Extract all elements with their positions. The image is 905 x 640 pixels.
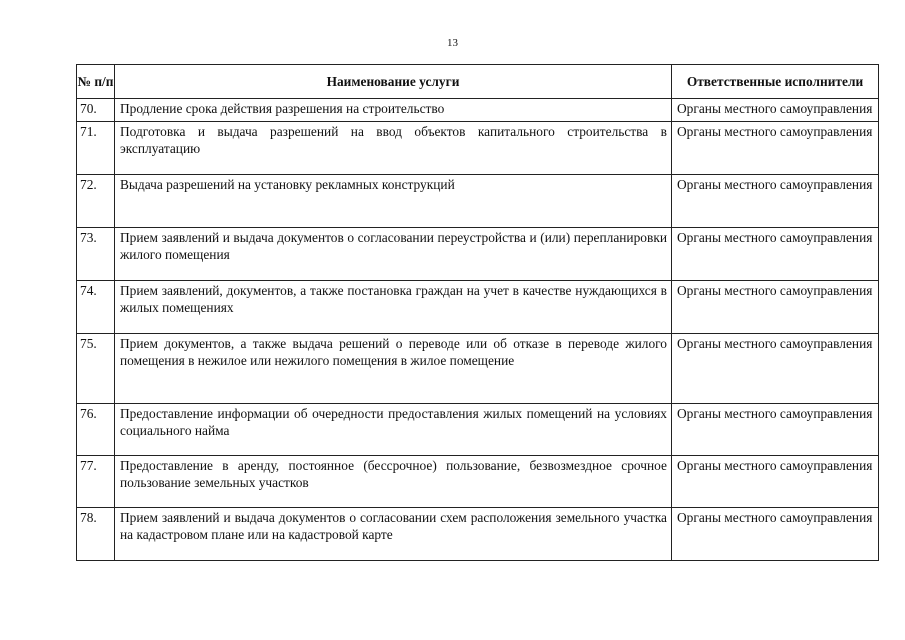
- service-name: Продление срока действия разрешения на строительство: [115, 99, 672, 122]
- service-name: Подготовка и выдача разрешений на ввод объектов капитального строительства в эксплуатацию: [115, 122, 672, 175]
- table-row: [77, 122, 879, 175]
- responsible-executor: Органы местного самоуправления: [672, 508, 879, 561]
- row-number: 76.: [77, 404, 115, 456]
- table-row: [77, 334, 879, 404]
- responsible-executor: Органы местного самоуправления: [672, 175, 879, 228]
- service-name: Выдача разрешений на установку рекламных конструкций: [115, 175, 672, 228]
- row-number: 75.: [77, 334, 115, 404]
- header-number: № п/п: [77, 65, 115, 99]
- table-row: [77, 281, 879, 334]
- responsible-executor: Органы местного самоуправления: [672, 99, 879, 122]
- row-number: 74.: [77, 281, 115, 334]
- header-service-name: Наименование услуги: [115, 65, 672, 99]
- table-row: [77, 175, 879, 228]
- row-number: 78.: [77, 508, 115, 561]
- table-row: [77, 404, 879, 456]
- table-row: [77, 228, 879, 281]
- service-name: Прием заявлений и выдача документов о согласовании схем расположения земельного участка на кадастровом плане или на кадастровой карте: [115, 508, 672, 561]
- responsible-executor: Органы местного самоуправления: [672, 281, 879, 334]
- responsible-executor: Органы местного самоуправления: [672, 404, 879, 456]
- header-row: [77, 65, 879, 99]
- table-row: [77, 508, 879, 561]
- page-number: 13: [447, 37, 458, 49]
- row-number: 77.: [77, 456, 115, 508]
- responsible-executor: Органы местного самоуправления: [672, 456, 879, 508]
- service-name: Предоставление информации об очередности предоставления жилых помещений на условиях социального найма: [115, 404, 672, 456]
- row-number: 70.: [77, 99, 115, 122]
- service-name: Прием документов, а также выдача решений о переводе или об отказе в переводе жилого помещения в нежилое или нежилого помещения в жилое помещение: [115, 334, 672, 404]
- services-table: [76, 64, 879, 561]
- responsible-executor: Органы местного самоуправления: [672, 334, 879, 404]
- row-number: 71.: [77, 122, 115, 175]
- service-name: Предоставление в аренду, постоянное (бессрочное) пользование, безвозмездное срочное пользование земельных участков: [115, 456, 672, 508]
- table-row: [77, 99, 879, 122]
- service-name: Прием заявлений, документов, а также постановка граждан на учет в качестве нуждающихся в жилых помещениях: [115, 281, 672, 334]
- responsible-executor: Органы местного самоуправления: [672, 228, 879, 281]
- service-name: Прием заявлений и выдача документов о согласовании переустройства и (или) перепланировки жилого помещения: [115, 228, 672, 281]
- row-number: 72.: [77, 175, 115, 228]
- table-row: [77, 456, 879, 508]
- responsible-executor: Органы местного самоуправления: [672, 122, 879, 175]
- header-responsible: Ответственные исполнители: [672, 65, 879, 99]
- row-number: 73.: [77, 228, 115, 281]
